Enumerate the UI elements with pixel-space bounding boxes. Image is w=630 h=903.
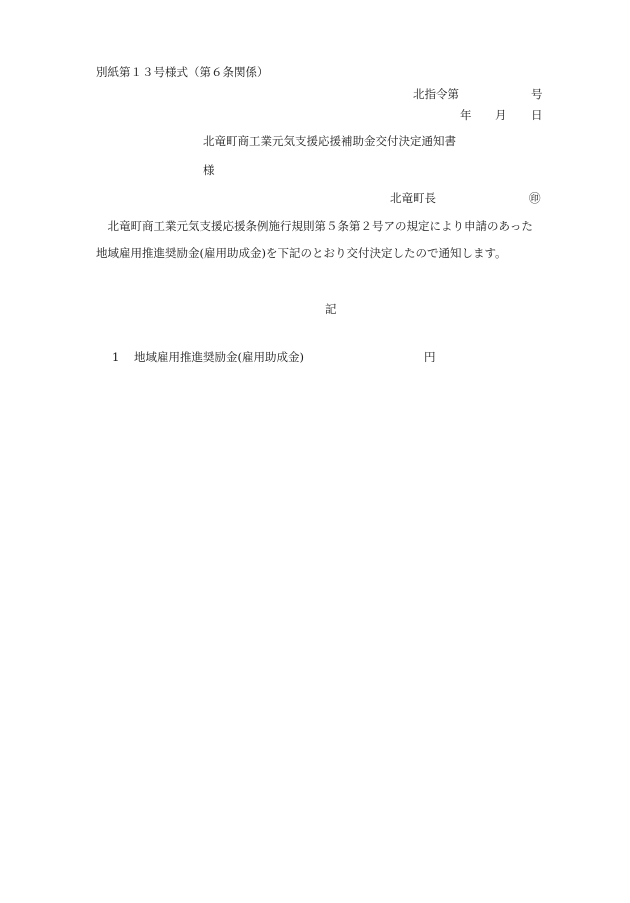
notice-number-suffix: 号 [531, 87, 543, 101]
sender-title: 北竜町長 [390, 191, 436, 205]
document-title: 北竜町商工業元気支援応援補助金交付決定通知書 [203, 134, 456, 148]
seal-mark: ㊞ [529, 191, 541, 205]
date-day-label: 日 [531, 108, 543, 122]
item-label: 地域雇用推進奨励金(雇用助成金) [134, 350, 304, 364]
item-number: 1 [112, 350, 120, 364]
form-number: 別紙第１３号様式（第６条関係） [96, 65, 269, 79]
date-year-label: 年 [460, 108, 472, 122]
recipient-honorific: 様 [203, 163, 215, 177]
notice-number-prefix: 北指令第 [413, 87, 459, 101]
body-text-line-1: 北竜町商工業元気支援応援条例施行規則第５条第２号アの規定により申請のあった [96, 219, 533, 233]
body-text-line-2: 地域雇用推進奨励金(雇用助成金)を下記のとおり交付決定したので通知します。 [96, 246, 507, 260]
date-month-label: 月 [495, 108, 507, 122]
item-unit: 円 [424, 350, 436, 364]
ki-heading: 記 [325, 302, 337, 316]
